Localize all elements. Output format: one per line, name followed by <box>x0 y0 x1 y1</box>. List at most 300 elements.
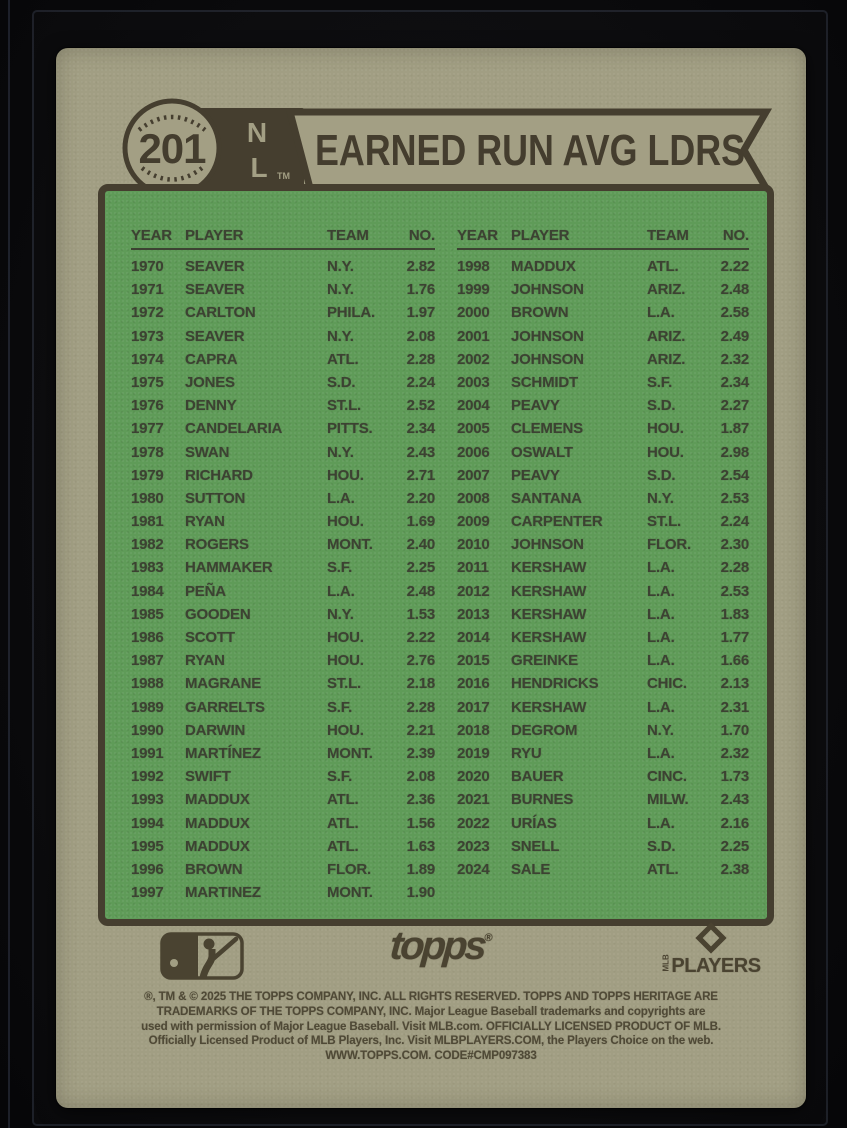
cell-no: 2.48 <box>406 582 435 600</box>
legal-line: WWW.TOPPS.COM. CODE#CMP097383 <box>325 1049 537 1063</box>
cell-year: 2011 <box>457 559 489 577</box>
cell-year: 1971 <box>131 281 164 299</box>
cell-year: 2018 <box>457 721 490 739</box>
league-tm-mark: TM <box>277 171 290 181</box>
cell-no: 2.22 <box>406 629 435 646</box>
cell-player: JOHNSON <box>511 281 584 299</box>
cell-no: 2.25 <box>406 559 435 577</box>
cell-year: 2008 <box>457 489 490 507</box>
cell-team: HOU. <box>327 721 364 739</box>
table-row <box>131 884 435 907</box>
cell-player: JOHNSON <box>511 350 584 368</box>
cell-team: ATL. <box>647 860 679 878</box>
cell-no: 2.34 <box>720 373 749 391</box>
cell-year: 1985 <box>131 605 164 623</box>
cell-year: 2009 <box>457 513 490 531</box>
cell-player: KERSHAW <box>511 698 587 716</box>
cell-no: 2.27 <box>720 397 749 415</box>
table-row <box>457 652 749 675</box>
cell-year: 1996 <box>131 860 164 878</box>
table-row <box>457 606 749 629</box>
table-row <box>131 675 435 698</box>
cell-year: 1992 <box>131 768 164 786</box>
cell-team: PITTS. <box>327 420 373 438</box>
table-header <box>131 227 435 250</box>
cell-player: CARPENTER <box>511 513 603 531</box>
legal-line: Officially Licensed Product of MLB Players, Inc. Visit MLBPLAYERS.COM, the Players Choice on the web. <box>148 1034 714 1048</box>
cell-year: 2007 <box>457 466 490 484</box>
cell-team: L.A. <box>327 489 355 507</box>
cell-year: 1994 <box>131 814 164 832</box>
cell-no: 1.89 <box>406 860 435 878</box>
cell-no: 1.90 <box>406 884 435 902</box>
cell-team: S.F. <box>327 698 353 716</box>
cell-no: 1.97 <box>406 304 435 322</box>
stats-panel <box>98 184 774 926</box>
cell-player: SEAVER <box>185 281 245 299</box>
cell-player: OSWALT <box>511 443 573 461</box>
cell-player: HENDRICKS <box>511 675 599 693</box>
cell-no: 2.24 <box>406 373 435 391</box>
table-row <box>131 490 435 513</box>
cell-player: KERSHAW <box>511 559 587 577</box>
cell-team: ARIZ. <box>647 327 686 345</box>
cell-year: 1976 <box>131 397 164 415</box>
cell-year: 1973 <box>131 327 164 345</box>
cell-team: N.Y. <box>647 721 674 739</box>
cell-team: S.D. <box>647 397 676 415</box>
cell-team: L.A. <box>647 559 675 577</box>
cell-year: 2010 <box>457 536 490 554</box>
legal-line: ®, TM & © 2025 THE TOPPS COMPANY, INC. ALL RIGHTS RESERVED. TOPPS AND TOPPS HERITAGE ARE <box>144 990 718 1003</box>
table-row <box>131 467 435 490</box>
leaders-table-right <box>457 227 749 884</box>
cell-year: 2004 <box>457 397 490 415</box>
cell-year: 2024 <box>457 860 490 878</box>
cell-year: 2006 <box>457 443 490 461</box>
cell-player: SANTANA <box>511 489 582 507</box>
cell-player: MAGRANE <box>185 675 262 693</box>
cell-team: ST.L. <box>327 675 362 693</box>
cell-year: 2013 <box>457 605 490 623</box>
table-row <box>131 397 435 420</box>
cell-year: 2020 <box>457 768 490 786</box>
cell-team: FLOR. <box>327 860 371 878</box>
cell-no: 1.77 <box>720 629 749 646</box>
table-row <box>457 699 749 722</box>
table-row <box>457 490 749 513</box>
table-row <box>131 444 435 467</box>
cell-year: 2000 <box>457 304 490 322</box>
cell-year: 2022 <box>457 814 490 832</box>
cell-no: 2.16 <box>720 814 749 832</box>
table-row <box>131 606 435 629</box>
legal-line: used with permission of Major League Baseball. Visit MLB.com. OFFICIALLY LICENSED PRODUCT OF MLB. <box>141 1019 721 1033</box>
cell-team: S.D. <box>647 837 676 855</box>
cell-no: 2.58 <box>720 304 749 322</box>
cell-player: SEAVER <box>185 327 245 345</box>
cell-player: BROWN <box>185 860 243 878</box>
table-row <box>457 559 749 582</box>
cell-team: S.D. <box>327 373 356 391</box>
table-row <box>457 420 749 443</box>
table-row <box>457 328 749 351</box>
cell-no: 2.54 <box>720 466 749 484</box>
table-row <box>457 536 749 559</box>
cell-team: HOU. <box>327 513 364 531</box>
cell-player: CAPRA <box>185 350 238 368</box>
cell-team: N.Y. <box>327 281 354 299</box>
card-back <box>56 48 806 1108</box>
cell-no: 2.76 <box>406 652 435 670</box>
footer-logos <box>56 922 806 986</box>
cell-no: 2.31 <box>720 698 749 716</box>
cell-team: L.A. <box>647 814 675 832</box>
cell-year: 2017 <box>457 698 490 716</box>
table-row <box>131 699 435 722</box>
cell-no: 2.13 <box>720 675 749 693</box>
cell-player: DEGROM <box>511 721 578 739</box>
cell-player: GOODEN <box>185 605 251 623</box>
col-header-team: TEAM <box>327 227 369 244</box>
cell-no: 2.20 <box>406 489 435 507</box>
table-row <box>457 768 749 791</box>
cell-no: 2.53 <box>720 489 749 507</box>
cell-team: ARIZ. <box>647 281 686 299</box>
cell-player: JONES <box>185 373 235 391</box>
cell-player: PEÑA <box>185 582 226 600</box>
table-row <box>457 258 749 281</box>
cell-team: HOU. <box>647 443 684 461</box>
cell-year: 1981 <box>131 513 164 531</box>
cell-player: RYU <box>511 744 542 762</box>
cell-no: 1.63 <box>406 837 435 855</box>
table-row <box>131 768 435 791</box>
cell-team: N.Y. <box>647 489 674 507</box>
cell-player: CARLTON <box>185 304 256 322</box>
table-row <box>457 838 749 861</box>
cell-no: 1.66 <box>720 652 749 670</box>
cell-player: KERSHAW <box>511 582 587 600</box>
col-header-player: PLAYER <box>185 227 244 244</box>
table-row <box>131 815 435 838</box>
col-header-player: PLAYER <box>511 227 570 244</box>
cell-no: 2.28 <box>406 350 435 368</box>
cell-team: CHIC. <box>647 675 687 693</box>
col-header-no: NO. <box>408 227 435 244</box>
legal-text <box>81 990 781 1064</box>
players-mlb-text: MLB <box>661 954 671 972</box>
cell-team: L.A. <box>647 629 675 646</box>
table-rows <box>131 258 435 907</box>
cell-no: 2.28 <box>720 559 749 577</box>
cell-team: L.A. <box>647 652 675 670</box>
cell-team: N.Y. <box>327 443 354 461</box>
table-row <box>457 629 749 652</box>
cell-no: 2.71 <box>406 466 435 484</box>
cell-no: 2.08 <box>406 327 435 345</box>
table-row <box>457 675 749 698</box>
table-row <box>457 583 749 606</box>
cell-no: 2.52 <box>406 397 435 415</box>
cell-team: MONT. <box>327 744 373 762</box>
table-row <box>131 861 435 884</box>
cell-year: 1982 <box>131 536 164 554</box>
table-row <box>131 374 435 397</box>
cell-player: MADDUX <box>185 791 250 809</box>
cell-player: CLEMENS <box>511 420 583 438</box>
players-text: PLAYERS <box>671 955 761 977</box>
cell-player: SCOTT <box>185 629 235 646</box>
cell-player: ROGERS <box>185 536 249 554</box>
cell-player: DENNY <box>185 397 237 415</box>
cell-player: URÍAS <box>511 814 557 832</box>
cell-no: 2.25 <box>720 837 749 855</box>
cell-player: RYAN <box>185 652 225 670</box>
table-row <box>457 513 749 536</box>
cell-team: ATL. <box>327 791 359 809</box>
cell-year: 1987 <box>131 652 164 670</box>
cell-no: 2.48 <box>720 281 749 299</box>
cell-year: 1997 <box>131 884 164 902</box>
cell-team: HOU. <box>327 466 364 484</box>
cell-team: HOU. <box>327 629 364 646</box>
cell-no: 1.70 <box>720 721 749 739</box>
cell-no: 2.32 <box>720 350 749 368</box>
cell-year: 1988 <box>131 675 164 693</box>
table-row <box>131 281 435 304</box>
cell-team: MILW. <box>647 791 689 809</box>
table-row <box>131 536 435 559</box>
cell-player: SNELL <box>511 837 560 855</box>
table-row <box>131 513 435 536</box>
cell-no: 1.87 <box>720 420 749 438</box>
cell-player: CANDELARIA <box>185 420 283 438</box>
cell-year: 2012 <box>457 582 490 600</box>
cell-year: 1980 <box>131 489 164 507</box>
col-header-year: YEAR <box>131 227 172 244</box>
table-row <box>457 815 749 838</box>
cell-team: PHILA. <box>327 304 375 322</box>
table-row <box>457 467 749 490</box>
cell-no: 1.73 <box>720 768 749 786</box>
cell-player: RICHARD <box>185 466 253 484</box>
cell-no: 2.24 <box>720 513 749 531</box>
table-row <box>457 722 749 745</box>
cell-year: 1986 <box>131 629 164 646</box>
cell-team: L.A. <box>327 582 355 600</box>
cell-player: MADDUX <box>511 258 576 275</box>
cell-player: MARTÍNEZ <box>185 744 261 762</box>
table-row <box>131 420 435 443</box>
table-row <box>131 258 435 281</box>
cell-year: 1991 <box>131 744 164 762</box>
cell-year: 1975 <box>131 373 164 391</box>
col-header-no: NO. <box>722 227 749 244</box>
table-row <box>131 629 435 652</box>
cell-player: KERSHAW <box>511 605 587 623</box>
table-row <box>457 304 749 327</box>
cell-team: S.D. <box>647 466 676 484</box>
table-row <box>457 397 749 420</box>
table-row <box>457 861 749 884</box>
table-header <box>457 227 749 250</box>
cell-team: ARIZ. <box>647 350 686 368</box>
cell-player: SWAN <box>185 443 230 461</box>
table-row <box>457 745 749 768</box>
cell-no: 2.30 <box>720 536 749 554</box>
cell-no: 2.38 <box>720 860 749 878</box>
cell-player: JOHNSON <box>511 327 584 345</box>
cell-no: 1.53 <box>406 605 435 623</box>
cell-no: 1.76 <box>406 281 435 299</box>
cell-player: SEAVER <box>185 258 245 275</box>
cell-no: 2.39 <box>406 744 435 762</box>
table-row <box>457 374 749 397</box>
cell-player: JOHNSON <box>511 536 584 554</box>
table-row <box>131 838 435 861</box>
cell-no: 2.22 <box>720 258 749 275</box>
cell-year: 1990 <box>131 721 164 739</box>
cell-no: 2.28 <box>406 698 435 716</box>
cell-year: 2015 <box>457 652 490 670</box>
cell-year: 1998 <box>457 258 490 275</box>
cell-team: ATL. <box>327 837 359 855</box>
players-wordmark <box>661 955 760 978</box>
cell-year: 2016 <box>457 675 490 693</box>
cell-player: MARTINEZ <box>185 884 261 902</box>
cell-player: GARRELTS <box>185 698 265 716</box>
cell-no: 2.49 <box>720 327 749 345</box>
table-row <box>131 791 435 814</box>
cell-no: 2.36 <box>406 791 435 809</box>
cell-year: 1993 <box>131 791 164 809</box>
cell-year: 2002 <box>457 350 490 368</box>
table-row <box>131 559 435 582</box>
cell-team: CINC. <box>647 768 687 786</box>
cell-team: MONT. <box>327 884 373 902</box>
cell-team: N.Y. <box>327 605 354 623</box>
table-row <box>457 351 749 374</box>
cell-team: ATL. <box>327 814 359 832</box>
cell-player: BAUER <box>511 768 564 786</box>
table-row <box>457 281 749 304</box>
players-diamond-icon <box>695 922 727 954</box>
legal-line: TRADEMARKS OF THE TOPPS COMPANY, INC. Major League Baseball trademarks and copyrights are <box>156 1004 706 1018</box>
table-row <box>131 328 435 351</box>
cell-year: 1999 <box>457 281 490 299</box>
cell-team: HOU. <box>327 652 364 670</box>
table-row <box>131 583 435 606</box>
card-title: EARNED RUN AVG LDRS <box>315 126 745 175</box>
cell-no: 2.18 <box>406 675 435 693</box>
cell-player: SALE <box>511 860 551 878</box>
cell-player: HAMMAKER <box>185 559 273 577</box>
cell-player: SWIFT <box>185 768 231 786</box>
cell-year: 1989 <box>131 698 164 716</box>
cell-team: L.A. <box>647 698 675 716</box>
table-row <box>457 444 749 467</box>
cell-year: 1978 <box>131 443 164 461</box>
cell-team: S.F. <box>327 559 353 577</box>
topps-logo <box>354 924 527 969</box>
cell-year: 1977 <box>131 420 164 438</box>
cell-player: MADDUX <box>185 837 250 855</box>
sleeve-outer-edge <box>8 0 10 1128</box>
col-header-team: TEAM <box>647 227 689 244</box>
cell-player: RYAN <box>185 513 225 531</box>
cell-team: ATL. <box>327 350 359 368</box>
league-letter-n: N <box>246 117 268 148</box>
cell-team: L.A. <box>647 744 675 762</box>
table-row <box>131 652 435 675</box>
cell-no: 2.82 <box>406 258 435 275</box>
cell-team: N.Y. <box>327 258 354 275</box>
cell-no: 2.43 <box>406 443 435 461</box>
cell-player: PEAVY <box>511 397 560 415</box>
cell-year: 2014 <box>457 629 490 646</box>
cell-team: S.F. <box>647 373 673 391</box>
cell-no: 2.98 <box>720 443 749 461</box>
league-letter-l: L <box>250 152 268 183</box>
mlb-logo-icon <box>160 932 244 980</box>
table-row <box>131 304 435 327</box>
cell-no: 2.53 <box>720 582 749 600</box>
cell-player: BURNES <box>511 791 574 809</box>
cell-player: GREINKE <box>511 652 578 670</box>
cell-team: N.Y. <box>327 327 354 345</box>
mlb-players-logo <box>631 922 791 978</box>
cell-team: S.F. <box>327 768 353 786</box>
topps-registered-mark: ® <box>484 932 493 944</box>
cell-team: ATL. <box>647 258 679 275</box>
table-rows <box>457 258 749 884</box>
cell-no: 1.69 <box>406 513 435 531</box>
cell-team: FLOR. <box>647 536 691 554</box>
topps-logo-text: topps <box>388 924 486 968</box>
table-row <box>457 791 749 814</box>
cell-no: 2.40 <box>406 536 435 554</box>
cell-player: MADDUX <box>185 814 250 832</box>
cell-team: HOU. <box>647 420 684 438</box>
leaders-table-left <box>131 227 435 907</box>
cell-player: PEAVY <box>511 466 560 484</box>
cell-year: 1995 <box>131 837 164 855</box>
cell-no: 1.83 <box>720 605 749 623</box>
col-header-year: YEAR <box>457 227 498 244</box>
cell-no: 2.08 <box>406 768 435 786</box>
cell-player: KERSHAW <box>511 629 587 646</box>
cell-no: 2.32 <box>720 744 749 762</box>
cell-year: 2003 <box>457 373 490 391</box>
cell-player: DARWIN <box>185 721 246 739</box>
cell-year: 2005 <box>457 420 490 438</box>
cell-player: SCHMIDT <box>511 373 578 391</box>
table-row <box>131 722 435 745</box>
card-number: 201 <box>138 125 206 172</box>
cell-team: ST.L. <box>327 397 362 415</box>
cell-team: MONT. <box>327 536 373 554</box>
cell-player: SUTTON <box>185 489 246 507</box>
cell-team: L.A. <box>647 605 675 623</box>
cell-team: L.A. <box>647 582 675 600</box>
cell-year: 1974 <box>131 350 164 368</box>
cell-team: L.A. <box>647 304 675 322</box>
cell-no: 2.34 <box>406 420 435 438</box>
table-row <box>131 745 435 768</box>
cell-year: 1984 <box>131 582 164 600</box>
cell-year: 2019 <box>457 744 490 762</box>
